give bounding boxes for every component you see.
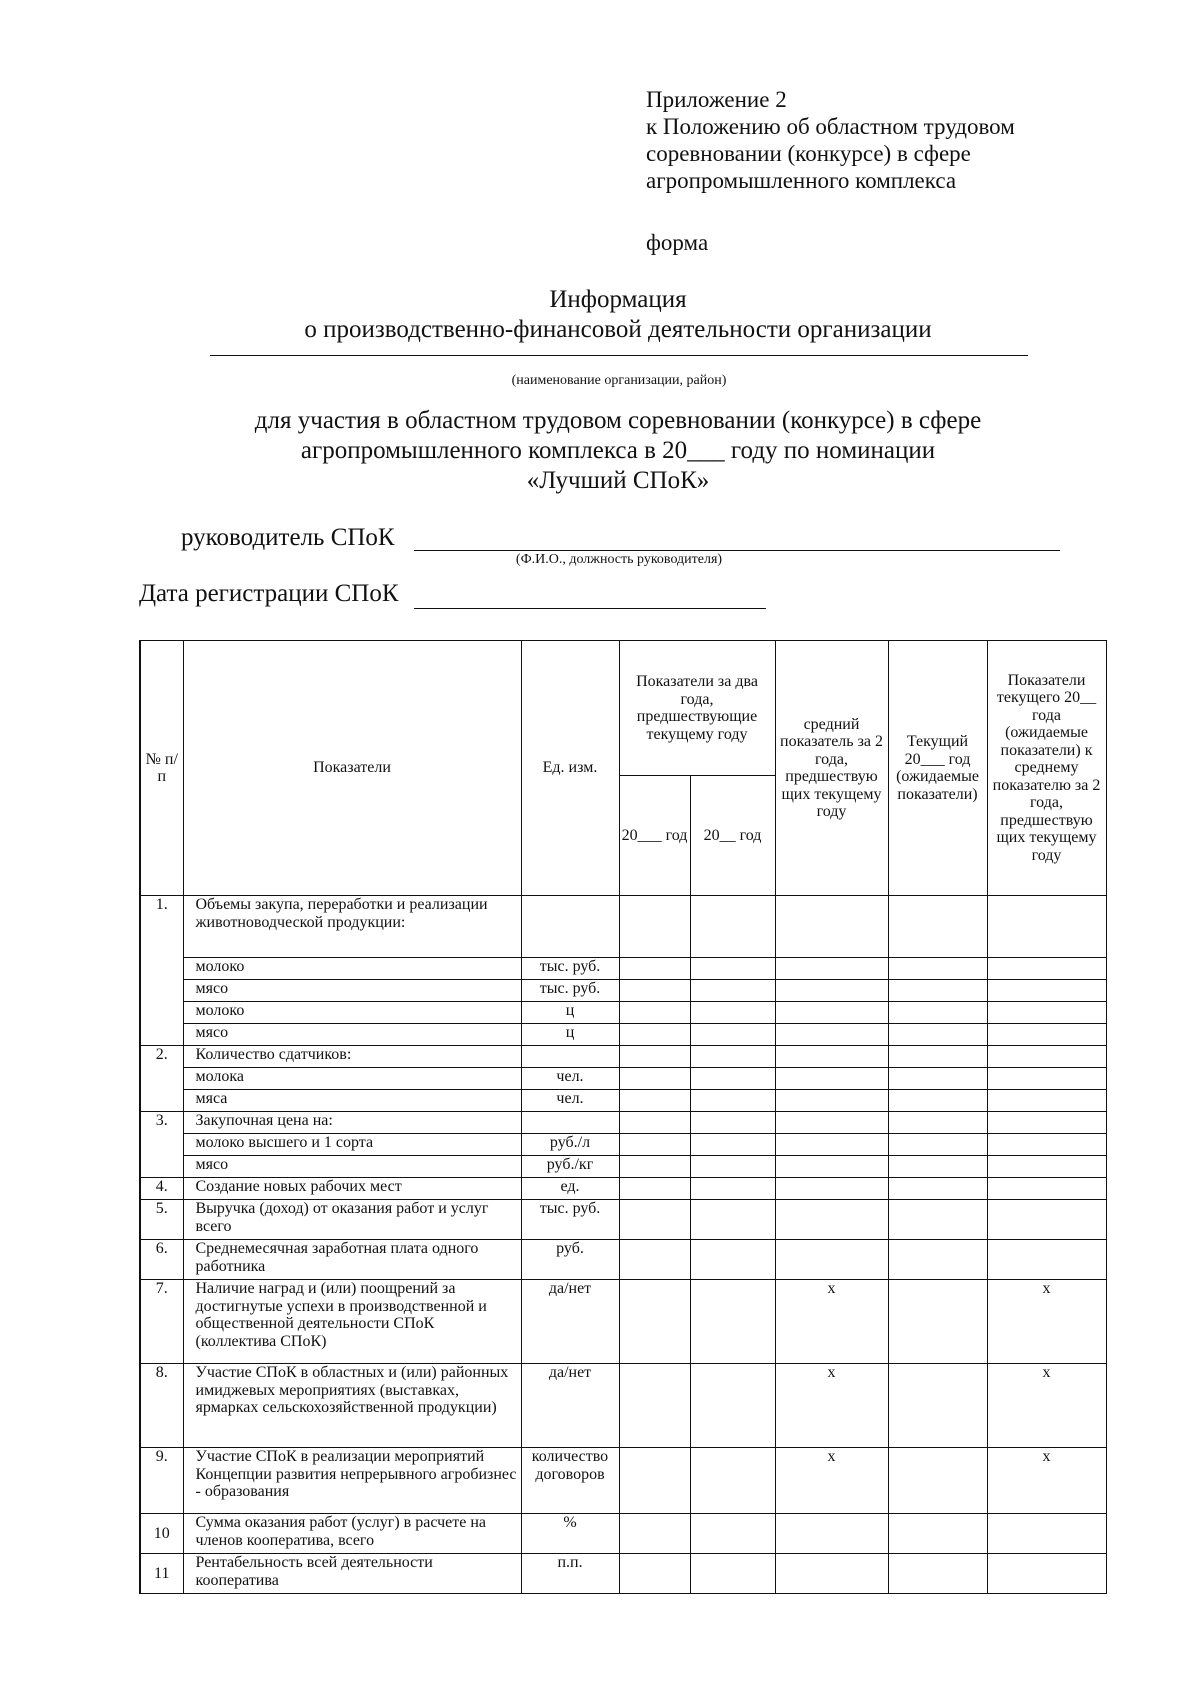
cell-year-b[interactable]	[690, 896, 775, 958]
row-label: Объемы закупа, переработки и реализации животноводческой продукции:	[183, 896, 521, 958]
cell-average[interactable]	[775, 1200, 888, 1240]
cell-ratio[interactable]	[987, 1046, 1106, 1068]
cell-ratio[interactable]	[987, 896, 1106, 958]
cell-year-b[interactable]	[690, 1178, 775, 1200]
row-unit: ц	[521, 1002, 619, 1024]
row-unit	[521, 1046, 619, 1068]
table-row	[140, 980, 1106, 1002]
table-row	[140, 1554, 1106, 1594]
cell-current[interactable]	[888, 1178, 987, 1200]
row-label: Закупочная цена на:	[183, 1112, 521, 1134]
cell-current[interactable]	[888, 1112, 987, 1134]
row-number: 8.	[140, 1364, 183, 1448]
row-number: 3.	[140, 1112, 183, 1178]
doc-title-line2: о производственно-финансовой деятельности организации	[304, 316, 932, 343]
row-unit: п.п.	[521, 1554, 619, 1594]
cell-ratio[interactable]	[987, 1112, 1106, 1134]
row-label: Наличие наград и (или) поощрений за достигнутые успехи в производственной и общественной деятельности СПоК (коллектива СПоК)	[183, 1280, 521, 1364]
row-label: Выручка (доход) от оказания работ и услуг всего	[183, 1200, 521, 1240]
cell-average[interactable]	[775, 1090, 888, 1112]
table-row	[140, 1090, 1106, 1112]
row-unit: количество договоров	[521, 1448, 619, 1514]
cell-current[interactable]	[888, 980, 987, 1002]
cell-year-b[interactable]	[690, 1156, 775, 1178]
header-unit: Ед. изм.	[521, 641, 619, 896]
appendix-line: Приложение 2	[646, 87, 787, 112]
table-row	[140, 1364, 1106, 1448]
cell-ratio[interactable]	[987, 1068, 1106, 1090]
cell-ratio[interactable]	[987, 1002, 1106, 1024]
row-label: Рентабельность всей деятельности кооператива	[183, 1554, 521, 1594]
cell-average[interactable]	[775, 1554, 888, 1594]
head-field-label: руководитель СПоК	[181, 524, 395, 551]
org-name-caption: (наименование организации, район)	[511, 373, 727, 388]
row-unit: тыс. руб.	[521, 980, 619, 1002]
doc-title: Информация	[549, 286, 687, 313]
form-label: форма	[646, 230, 709, 255]
row-label: молоко высшего и 1 сорта	[183, 1134, 521, 1156]
row-label: Сумма оказания работ (услуг) в расчете на членов кооператива, всего	[183, 1514, 521, 1554]
table-row	[140, 1156, 1106, 1178]
row-label: Создание новых рабочих мест	[183, 1178, 521, 1200]
row-unit: да/нет	[521, 1280, 619, 1364]
row-unit: ц	[521, 1024, 619, 1046]
table-row	[140, 1200, 1106, 1240]
row-label: мясо	[183, 1024, 521, 1046]
cell-ratio[interactable]	[987, 958, 1106, 980]
table-row	[140, 1046, 1106, 1068]
cell-year-a[interactable]	[619, 1068, 690, 1090]
cell-ratio[interactable]: x	[987, 1364, 1106, 1448]
row-number: 11	[140, 1554, 183, 1594]
cell-year-a[interactable]	[619, 1240, 690, 1280]
cell-ratio[interactable]	[987, 980, 1106, 1002]
cell-year-a[interactable]	[619, 1280, 690, 1364]
cell-year-b[interactable]	[690, 1448, 775, 1514]
row-label: Участие СПоК в областных и (или) районных имиджевых мероприятиях (выставках, ярмарках сельскохозяйственной продукции)	[183, 1364, 521, 1448]
row-unit: ед.	[521, 1178, 619, 1200]
cell-ratio[interactable]	[987, 1554, 1106, 1594]
cell-average[interactable]	[775, 1068, 888, 1090]
row-unit: тыс. руб.	[521, 1200, 619, 1240]
cell-average[interactable]: x	[775, 1364, 888, 1448]
reg-date-label: Дата регистрации СПоК	[139, 580, 399, 607]
cell-year-a[interactable]	[619, 1200, 690, 1240]
table-row	[140, 958, 1106, 980]
table-row	[140, 1002, 1106, 1024]
cell-average[interactable]: x	[775, 1280, 888, 1364]
row-unit: чел.	[521, 1090, 619, 1112]
cell-ratio[interactable]	[987, 1024, 1106, 1046]
cell-average[interactable]: x	[775, 1448, 888, 1514]
row-label: молока	[183, 1068, 521, 1090]
appendix-line: соревновании (конкурсе) в сфере	[646, 141, 971, 166]
cell-year-b[interactable]	[690, 1200, 775, 1240]
row-label: молоко	[183, 1002, 521, 1024]
cell-ratio[interactable]: x	[987, 1280, 1106, 1364]
indicators-table	[139, 640, 1107, 1594]
cell-year-a[interactable]	[619, 1554, 690, 1594]
cell-current[interactable]	[888, 1156, 987, 1178]
cell-average[interactable]	[775, 1024, 888, 1046]
row-unit: тыс. руб.	[521, 958, 619, 980]
cell-current[interactable]	[888, 1200, 987, 1240]
table-row	[140, 1134, 1106, 1156]
header-num: № п/п	[140, 641, 183, 896]
cell-year-b[interactable]	[690, 1002, 775, 1024]
cell-year-b[interactable]	[690, 958, 775, 980]
cell-current[interactable]	[888, 958, 987, 980]
cell-year-a[interactable]	[619, 1156, 690, 1178]
row-number: 7.	[140, 1280, 183, 1364]
cell-current[interactable]	[888, 1090, 987, 1112]
cell-current[interactable]	[888, 1002, 987, 1024]
cell-year-a[interactable]	[619, 896, 690, 958]
cell-year-a[interactable]	[619, 1024, 690, 1046]
table-row	[140, 1024, 1106, 1046]
row-label: мяса	[183, 1090, 521, 1112]
appendix-line: агропромышленного комплекса	[646, 168, 957, 193]
org-name-line	[210, 355, 1028, 356]
cell-year-a[interactable]	[619, 980, 690, 1002]
head-field-line[interactable]	[414, 550, 1060, 551]
subtitle-line2: агропромышленного комплекса в 20___ году по номинации	[300, 437, 936, 464]
cell-current[interactable]	[888, 1514, 987, 1554]
subtitle-line1: для участия в областном трудовом соревновании (конкурсе) в сфере	[254, 407, 982, 434]
row-unit: руб./кг	[521, 1156, 619, 1178]
cell-year-b[interactable]	[690, 1024, 775, 1046]
cell-year-b[interactable]	[690, 1280, 775, 1364]
subtitle-line3: «Лучший СПоК»	[526, 467, 710, 494]
cell-year-a[interactable]	[619, 1046, 690, 1068]
header-indicators: Показатели	[183, 641, 521, 896]
cell-year-b[interactable]	[690, 1068, 775, 1090]
cell-year-b[interactable]	[690, 1090, 775, 1112]
header-year-b: 20__ год	[690, 776, 775, 896]
cell-average[interactable]	[775, 1046, 888, 1068]
cell-year-b[interactable]	[690, 980, 775, 1002]
cell-average[interactable]	[775, 1134, 888, 1156]
cell-current[interactable]	[888, 1134, 987, 1156]
row-label: Среднемесячная заработная плата одного работника	[183, 1240, 521, 1280]
cell-average[interactable]	[775, 1002, 888, 1024]
head-field-caption: (Ф.И.О., должность руководителя)	[515, 552, 723, 567]
cell-current[interactable]	[888, 896, 987, 958]
table-row	[140, 1112, 1106, 1134]
cell-year-a[interactable]	[619, 1178, 690, 1200]
cell-year-a[interactable]	[619, 1448, 690, 1514]
cell-year-b[interactable]	[690, 1046, 775, 1068]
cell-ratio[interactable]: x	[987, 1448, 1106, 1514]
header-two-years: Показатели за два года, предшествующие текущему году	[619, 641, 775, 776]
cell-ratio[interactable]	[987, 1090, 1106, 1112]
cell-ratio[interactable]	[987, 1178, 1106, 1200]
header-year-a: 20___ год	[619, 776, 690, 896]
cell-ratio[interactable]	[987, 1514, 1106, 1554]
cell-ratio[interactable]	[987, 1240, 1106, 1280]
row-label: мясо	[183, 1156, 521, 1178]
cell-current[interactable]	[888, 1046, 987, 1068]
row-unit: руб.	[521, 1240, 619, 1280]
cell-average[interactable]	[775, 1240, 888, 1280]
cell-year-a[interactable]	[619, 1514, 690, 1554]
cell-current[interactable]	[888, 1448, 987, 1514]
cell-year-b[interactable]	[690, 1364, 775, 1448]
row-number: 4.	[140, 1178, 183, 1200]
row-number: 6.	[140, 1240, 183, 1280]
cell-average[interactable]	[775, 1514, 888, 1554]
cell-ratio[interactable]	[987, 1200, 1106, 1240]
row-unit: руб./л	[521, 1134, 619, 1156]
cell-year-b[interactable]	[690, 1514, 775, 1554]
row-unit: %	[521, 1514, 619, 1554]
row-label: мясо	[183, 980, 521, 1002]
table-row	[140, 1240, 1106, 1280]
cell-average[interactable]	[775, 1112, 888, 1134]
row-label: молоко	[183, 958, 521, 980]
cell-average[interactable]	[775, 980, 888, 1002]
table-row	[140, 1448, 1106, 1514]
appendix-line: к Положению об областном трудовом	[646, 114, 1015, 139]
cell-current[interactable]	[888, 1554, 987, 1594]
cell-current[interactable]	[888, 1240, 987, 1280]
appendix-note	[646, 86, 1015, 194]
row-unit	[521, 1112, 619, 1134]
table-row	[140, 896, 1106, 958]
cell-average[interactable]	[775, 896, 888, 958]
header-current: Текущий 20___ год (ожидаемые показатели)	[888, 641, 987, 896]
row-label: Количество сдатчиков:	[183, 1046, 521, 1068]
cell-year-a[interactable]	[619, 1364, 690, 1448]
cell-ratio[interactable]	[987, 1156, 1106, 1178]
cell-year-b[interactable]	[690, 1112, 775, 1134]
row-unit	[521, 896, 619, 958]
cell-year-b[interactable]	[690, 1554, 775, 1594]
row-number: 5.	[140, 1200, 183, 1240]
cell-current[interactable]	[888, 1024, 987, 1046]
cell-ratio[interactable]	[987, 1134, 1106, 1156]
table-row	[140, 1280, 1106, 1364]
cell-year-a[interactable]	[619, 1002, 690, 1024]
row-unit: чел.	[521, 1068, 619, 1090]
table-row	[140, 1514, 1106, 1554]
row-number: 10	[140, 1514, 183, 1554]
cell-year-b[interactable]	[690, 1240, 775, 1280]
table-row	[140, 1178, 1106, 1200]
header-ratio: Показатели текущего 20__ года (ожидаемые показатели) к среднему показателю за 2 года, предшествую щих текущему году	[987, 641, 1106, 896]
cell-current[interactable]	[888, 1280, 987, 1364]
table-row	[140, 1068, 1106, 1090]
row-number: 9.	[140, 1448, 183, 1514]
cell-year-a[interactable]	[619, 1090, 690, 1112]
cell-current[interactable]	[888, 1364, 987, 1448]
header-average: средний показатель за 2 года, предшествую щих текущему году	[775, 641, 888, 896]
cell-year-a[interactable]	[619, 1112, 690, 1134]
cell-year-b[interactable]	[690, 1134, 775, 1156]
row-label: Участие СПоК в реализации мероприятий Концепции развития непрерывного агробизнес - образования	[183, 1448, 521, 1514]
row-number: 2.	[140, 1046, 183, 1112]
cell-year-a[interactable]	[619, 1134, 690, 1156]
cell-current[interactable]	[888, 1068, 987, 1090]
cell-average[interactable]	[775, 958, 888, 980]
subtitle	[0, 406, 1200, 496]
cell-average[interactable]	[775, 1178, 888, 1200]
cell-average[interactable]	[775, 1156, 888, 1178]
reg-date-line[interactable]	[414, 608, 766, 609]
row-unit: да/нет	[521, 1364, 619, 1448]
cell-year-a[interactable]	[619, 958, 690, 980]
row-number: 1.	[140, 896, 183, 1046]
